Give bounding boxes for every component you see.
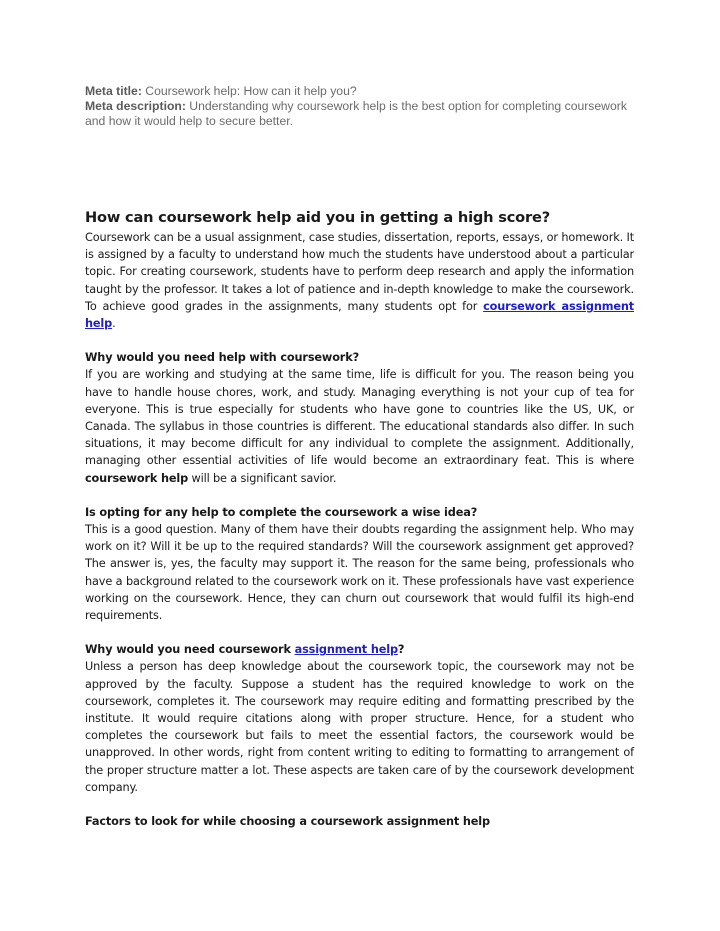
article-body <box>85 207 634 830</box>
article-heading: How can coursework help aid you in getting a high score? <box>85 209 550 226</box>
section2-paragraph: This is a good question. Many of them have their doubts regarding the assignment help. Who may work on it? Will it be up to the required standards? Will the coursework assignment get approved? The answer is, yes, the faculty may support it. The reason for the same being, professionals who have a background related to the coursework work on it. These professionals have vast experience working on the coursework. Hence, they can churn out coursework that would fulfil its high-end requirements. <box>85 523 634 623</box>
intro-text: Coursework can be a usual assignment, case studies, dissertation, reports, essays, or homework. It is assigned by a faculty to understand how much the students have understood about a particular topic. For creating coursework, students have to perform deep research and apply the information taught by the professor. It takes a lot of patience and in-depth knowledge to make the coursework. To achieve good grades in the assignments, many students opt for <box>85 231 634 313</box>
section1-end: will be a significant savior. <box>188 471 337 485</box>
section4-title: Factors to look for while choosing a coursework assignment help <box>85 815 490 829</box>
section2-title: Is opting for any help to complete the coursework a wise idea? <box>85 505 478 519</box>
meta-description-value: Understanding why coursework help is the best option for completing coursework and how it would help to secure better. <box>85 99 627 128</box>
section3-title-start: Why would you need coursework <box>85 643 295 657</box>
section1-bold: coursework help <box>85 471 189 485</box>
section1-paragraph <box>85 366 634 486</box>
section3-title-end: ? <box>397 643 405 657</box>
coursework-assignment-help-link[interactable]: coursework assignment help <box>85 299 634 331</box>
assignment-help-link[interactable]: assignment help <box>294 643 398 657</box>
section3-paragraph: Unless a person has deep knowledge about the coursework topic, the coursework may not be approved by the faculty. Suppose a student has the required knowledge to work on the coursework, completes it. The coursework may require editing and formatting prescribed by the institute. It would require citations along with proper structure. Hence, for a student who completes the coursework but fails to meet the essential factors, the coursework would be unapproved. In other words, right from content writing to editing to formatting to arrangement of the proper structure matter a lot. These aspects are taken care of by the coursework development company. <box>85 660 634 794</box>
intro-end: . <box>112 317 116 331</box>
meta-description-label: Meta description: <box>85 99 186 113</box>
meta-description-line <box>85 99 635 129</box>
meta-title-value: Coursework help: How can it help you? <box>141 84 357 98</box>
meta-title-label: Meta title: <box>85 84 142 98</box>
section1-title: Why would you need help with coursework? <box>85 351 359 365</box>
intro-paragraph <box>85 229 634 332</box>
section3-title <box>85 641 634 658</box>
section1-text: If you are working and studying at the same time, life is difficult for you. The reason being you have to handle house chores, work, and study. Managing everything is not your cup of tea for everyone. This is true especially for students who have gone to countries like the US, UK, or Canada. The syllabus in those countries is different. The educational standards also differ. In such situations, it may become difficult for any individual to complete the assignment. Additionally, managing other essential activities of life would become an extraordinary feat. This is where <box>85 368 634 468</box>
meta-block <box>85 84 635 129</box>
meta-title-line <box>85 84 635 99</box>
